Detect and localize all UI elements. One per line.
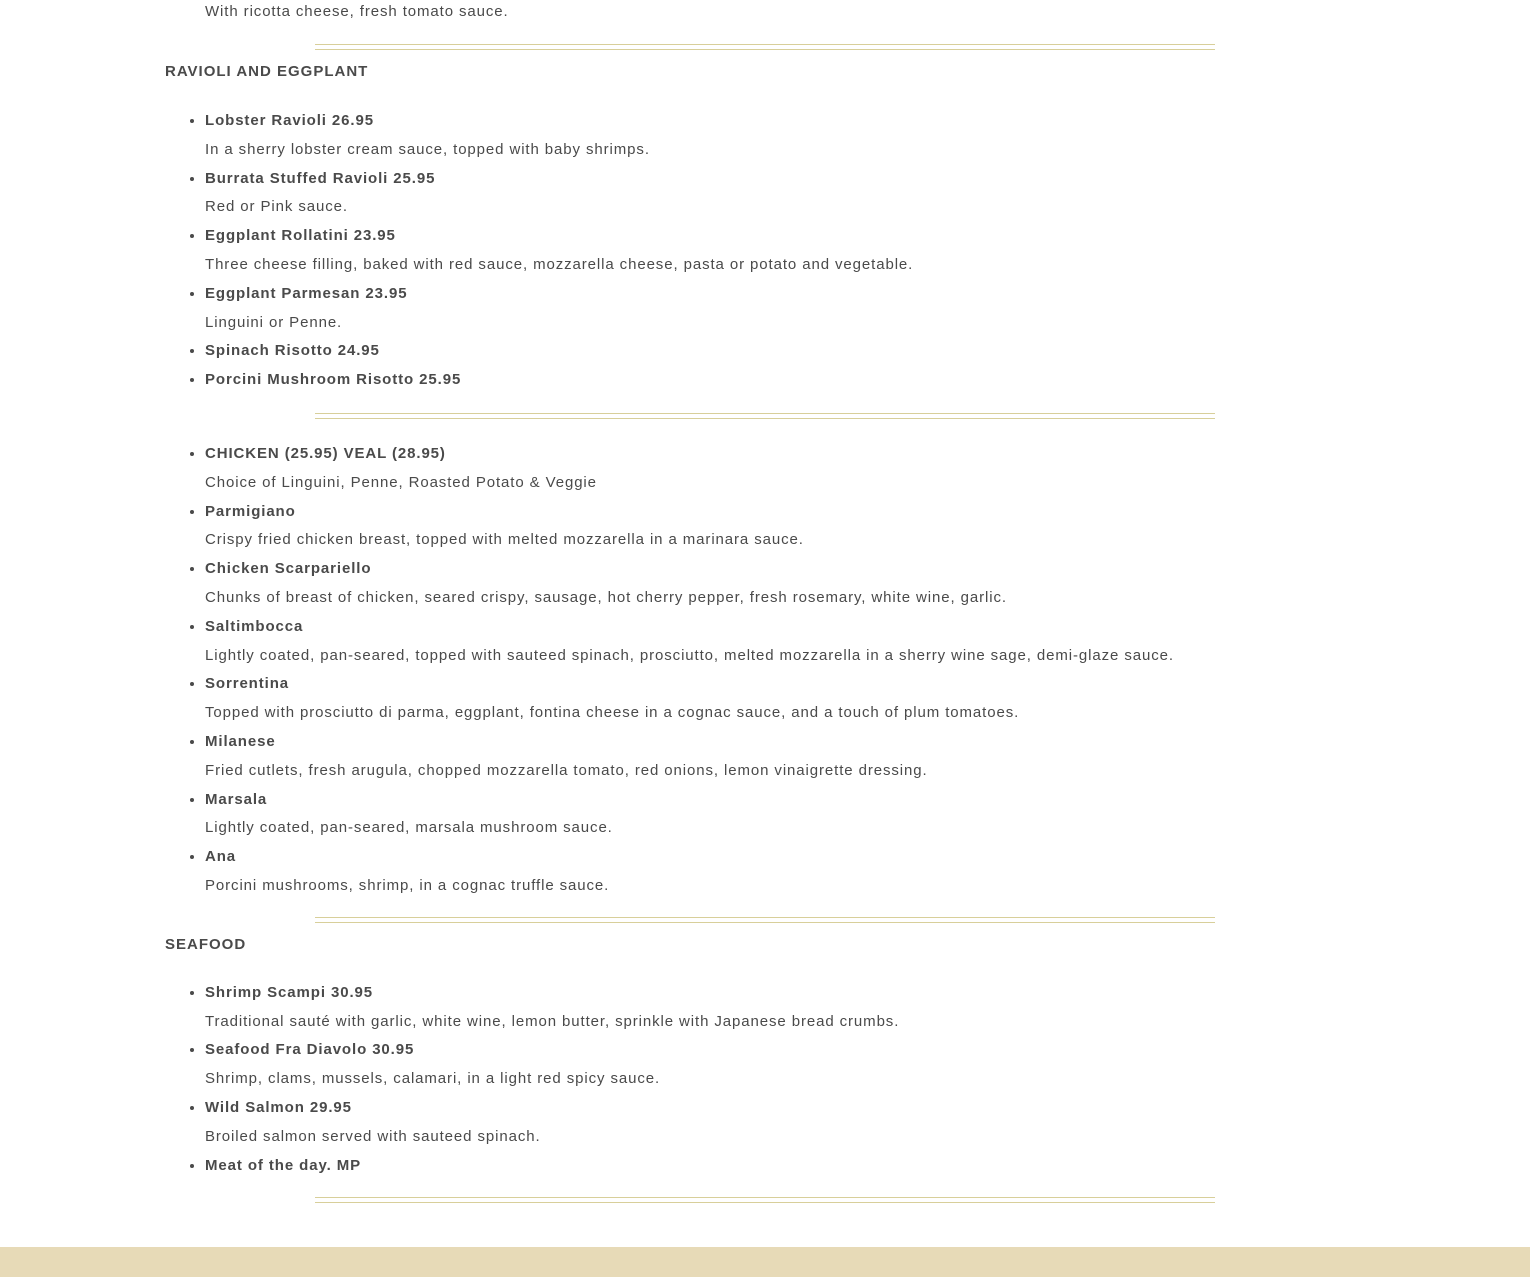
menu-item-description: Lightly coated, pan-seared, marsala mushroom sauce. — [205, 819, 613, 837]
menu-item — [205, 1036, 1225, 1094]
menu-item — [205, 613, 1225, 671]
menu-item-description: Linguini or Penne. — [205, 313, 343, 331]
menu-item-name: • Lobster Ravioli 26.95 — [205, 112, 374, 129]
menu-item-name: • Seafood Fra Diavolo 30.95 — [205, 1041, 415, 1059]
menu-item-description: Topped with prosciutto di parma, eggplant, fontina cheese in a cognac sauce, and a touch of plum tomatoes. — [205, 704, 1020, 722]
menu-item-description: Crispy fried chicken breast, topped with melted mozzarella in a marinara sauce. — [205, 531, 804, 549]
menu-item — [205, 440, 1225, 498]
menu-item — [205, 979, 1225, 1037]
menu-item — [205, 1152, 1225, 1181]
menu-item-name: • Ana — [205, 848, 237, 866]
ravioli-list — [165, 107, 1225, 395]
menu-item — [205, 1094, 1225, 1152]
menu-item-name: • Parmigiano — [205, 502, 296, 520]
section-title-ravioli: RAVIOLI AND EGGPLANT — [165, 63, 369, 80]
menu-item — [205, 337, 1225, 366]
menu-item — [205, 728, 1225, 786]
menu-item-name: • Saltimbocca — [205, 617, 304, 635]
menu-item — [205, 498, 1225, 556]
section-title-seafood: SEAFOOD — [165, 935, 247, 953]
menu-item — [205, 555, 1225, 613]
menu-item — [205, 843, 1225, 901]
section-divider — [315, 1197, 1215, 1203]
menu-item-description: Lightly coated, pan-seared, topped with sauteed spinach, prosciutto, melted mozzarella in a sherry wine sage, demi-glaze sauce. — [205, 646, 1174, 664]
menu-item — [205, 280, 1225, 338]
menu-item-description: Red or Pink sauce. — [205, 198, 348, 216]
menu-item-name: • Porcini Mushroom Risotto 25.95 — [205, 371, 462, 389]
menu-item — [205, 366, 1225, 395]
menu-item-description: Fried cutlets, fresh arugula, chopped mozzarella tomato, red onions, lemon vinaigrette dressing. — [205, 761, 928, 779]
menu-item-name: • Shrimp Scampi 30.95 — [205, 983, 374, 1001]
menu-item — [205, 786, 1225, 844]
previous-item-description: With ricotta cheese, fresh tomato sauce. — [205, 3, 509, 20]
menu-item-name: • Eggplant Parmesan 23.95 — [205, 284, 408, 302]
menu-item-name: • Burrata Stuffed Ravioli 25.95 — [205, 169, 436, 187]
section-divider — [315, 44, 1215, 50]
menu-item — [205, 670, 1225, 728]
menu-item-name: • Sorrentina — [205, 675, 290, 693]
menu-item — [205, 222, 1225, 280]
menu-item-name: • Milanese — [205, 732, 276, 750]
menu-item-description: Shrimp, clams, mussels, calamari, in a light red spicy sauce. — [205, 1070, 661, 1088]
chicken-veal-list — [165, 440, 1225, 901]
menu-item-name: • Marsala — [205, 790, 268, 808]
menu-item-description: Three cheese filling, baked with red sauce, mozzarella cheese, pasta or potato and vegetable. — [205, 255, 914, 273]
menu-item — [205, 165, 1225, 223]
menu-item-name: • Wild Salmon 29.95 — [205, 1098, 352, 1116]
menu-item-description: Porcini mushrooms, shrimp, in a cognac truffle sauce. — [205, 876, 610, 894]
menu-item — [205, 107, 1225, 165]
menu-content — [165, 0, 1225, 1203]
menu-item-description: In a sherry lobster cream sauce, topped with baby shrimps. — [205, 140, 650, 158]
section-divider — [315, 413, 1215, 419]
menu-item-name: • Spinach Risotto 24.95 — [205, 342, 380, 360]
menu-item-description: Broiled salmon served with sauteed spinach. — [205, 1127, 541, 1145]
section-divider — [315, 917, 1215, 923]
menu-item-name: • CHICKEN (25.95) VEAL (28.95) — [205, 444, 446, 462]
menu-item-description: Traditional sauté with garlic, white wine, lemon butter, sprinkle with Japanese bread crumbs. — [205, 1012, 900, 1030]
seafood-list — [165, 979, 1225, 1181]
menu-item-description: Choice of Linguini, Penne, Roasted Potato & Veggie — [205, 473, 597, 491]
footer-band — [0, 1247, 1530, 1277]
menu-item-description: Chunks of breast of chicken, seared crispy, sausage, hot cherry pepper, fresh rosemary, white wine, garlic. — [205, 588, 1007, 606]
menu-item-name: • Eggplant Rollatini 23.95 — [205, 227, 396, 245]
menu-item-name: • Meat of the day. MP — [205, 1156, 362, 1174]
menu-item-name: • Chicken Scarpariello — [205, 560, 372, 578]
